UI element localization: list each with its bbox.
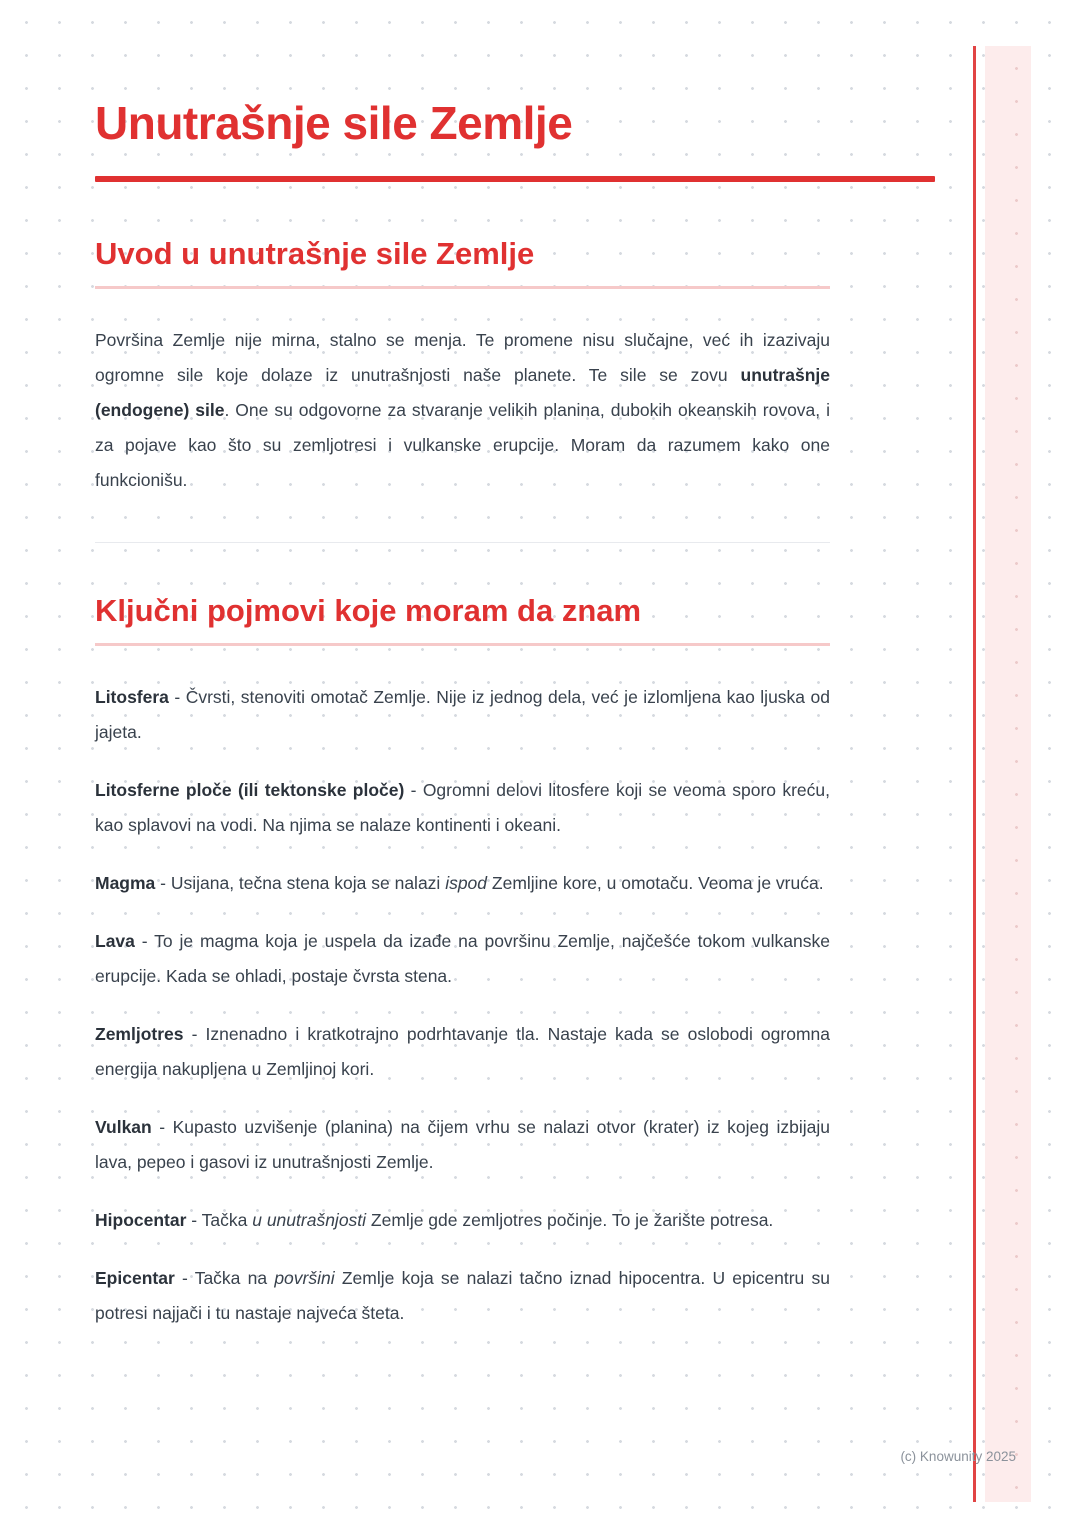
section-heading-key-terms: Ključni pojmovi koje moram da znam bbox=[95, 593, 830, 646]
page-title: Unutrašnje sile Zemlje bbox=[95, 97, 573, 149]
copyright-watermark: (c) Knowunity 2025 bbox=[900, 1449, 1016, 1464]
notebook-margin-strip bbox=[985, 46, 1031, 1502]
definition-item-epicentar: Epicentar - Tačka na površini Zemlje koja se nalazi tačno iznad hipocentra. U epicentru su potresi najjači i tu nastaje najveća šteta. bbox=[95, 1268, 830, 1323]
definition-item-vulkan: Vulkan - Kupasto uzvišenje (planina) na čijem vrhu se nalazi otvor (krater) iz kojeg izbijaju lava, pepeo i gasovi iz unutrašnjosti Zemlje. bbox=[95, 1117, 830, 1172]
section-key-terms bbox=[95, 593, 830, 1331]
section-heading-intro: Uvod u unutrašnje sile Zemlje bbox=[95, 236, 830, 289]
section-divider bbox=[95, 542, 830, 543]
definition-item-magma: Magma - Usijana, tečna stena koja se nalazi ispod Zemljine kore, u omotaču. Veoma je vruća. bbox=[95, 873, 824, 893]
document-content bbox=[95, 96, 830, 1354]
intro-paragraph: Površina Zemlje nije mirna, stalno se menja. Te promene nisu slučajne, već ih izazivaju ogromne sile koje dolaze iz unutrašnjosti naše planete. Te sile se zovu unutrašnje (endogene) sile. One su odgovorne za stvaranje velikih planina, dubokih okeanskih rovova, i za pojave kao što su zemljotresi i vulkanske erupcije. Moram da razumem kako one funkcionišu. bbox=[95, 330, 830, 490]
definition-item-litosferne-ploce: Litosferne ploče (ili tektonske ploče) - Ogromni delovi litosfere koji se veoma sporo kreću, kao splavovi na vodi. Na njima se nalaze kontinenti i okeani. bbox=[95, 780, 830, 835]
definition-item-hipocentar: Hipocentar - Tačka u unutrašnjosti Zemlje gde zemljotres počinje. To je žarište potresa. bbox=[95, 1210, 774, 1230]
notebook-margin-line bbox=[973, 46, 976, 1502]
title-rule bbox=[95, 176, 935, 182]
definition-item-litosfera: Litosfera - Čvrsti, stenoviti omotač Zemlje. Nije iz jednog dela, već je izlomljena kao ljuska od jajeta. bbox=[95, 687, 830, 742]
definition-item-lava: Lava - To je magma koja je uspela da izađe na površinu Zemlje, najčešće tokom vulkanske erupcije. Kada se ohladi, postaje čvrsta stena. bbox=[95, 931, 830, 986]
definition-item-zemljotres: Zemljotres - Iznenadno i kratkotrajno podrhtavanje tla. Nastaje kada se oslobodi ogromna energija nakupljena u Zemljinoj kori. bbox=[95, 1024, 830, 1079]
section-intro bbox=[95, 236, 830, 498]
